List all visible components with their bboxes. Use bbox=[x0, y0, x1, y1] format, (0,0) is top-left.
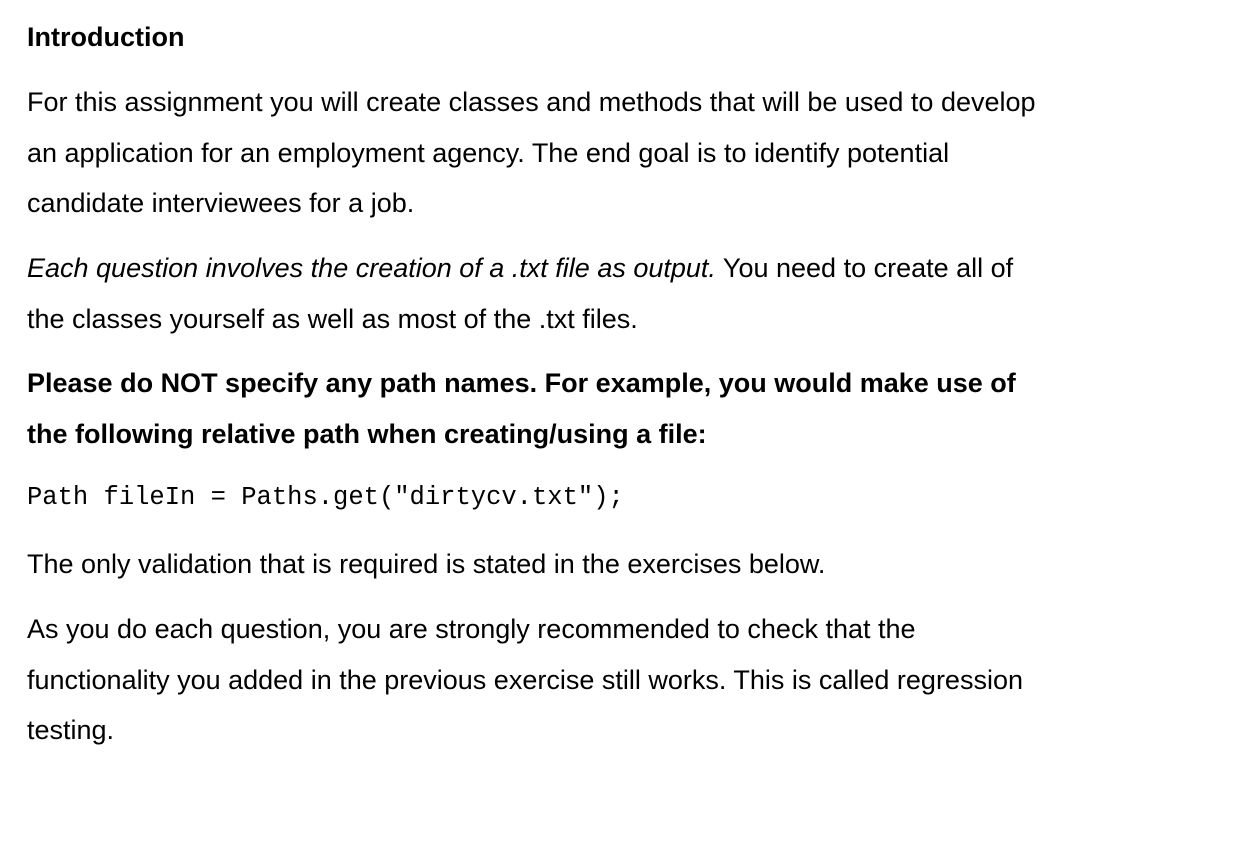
validation-line: The only validation that is required is stated in the exercises below. bbox=[27, 549, 826, 579]
intro-paragraph-line: For this assignment you will create classes and methods that will be used to develop bbox=[27, 87, 1036, 117]
output-paragraph-line-2: the classes yourself as well as most of the .txt files. bbox=[27, 303, 638, 334]
regression-paragraph bbox=[27, 604, 1217, 756]
section-heading: Introduction bbox=[27, 22, 185, 52]
intro-paragraph bbox=[27, 77, 1217, 229]
code-example: Path fileIn = Paths.get("dirtycv.txt"); bbox=[27, 483, 624, 512]
intro-paragraph-line: an application for an employment agency. The end goal is to identify potential bbox=[27, 137, 950, 168]
output-paragraph-line-1 bbox=[27, 243, 1217, 294]
regression-line: testing. bbox=[27, 715, 115, 745]
regression-line: functionality you added in the previous exercise still works. This is called regression bbox=[27, 664, 1023, 695]
output-emphasis-text: Each question involves the creation of a .txt file as output. bbox=[27, 253, 716, 283]
output-paragraph-text: You need to create all of bbox=[715, 253, 1014, 283]
intro-paragraph-line: candidate interviewees for a job. bbox=[27, 188, 415, 218]
output-paragraph bbox=[27, 243, 1217, 344]
regression-line: As you do each question, you are strongly recommended to check that the bbox=[27, 614, 916, 644]
path-warning-line: Please do NOT specify any path names. For example, you would make use of bbox=[27, 368, 1016, 398]
path-warning-paragraph bbox=[27, 358, 1217, 459]
path-warning-line: the following relative path when creating/using a file: bbox=[27, 418, 707, 449]
validation-paragraph bbox=[27, 539, 1217, 590]
